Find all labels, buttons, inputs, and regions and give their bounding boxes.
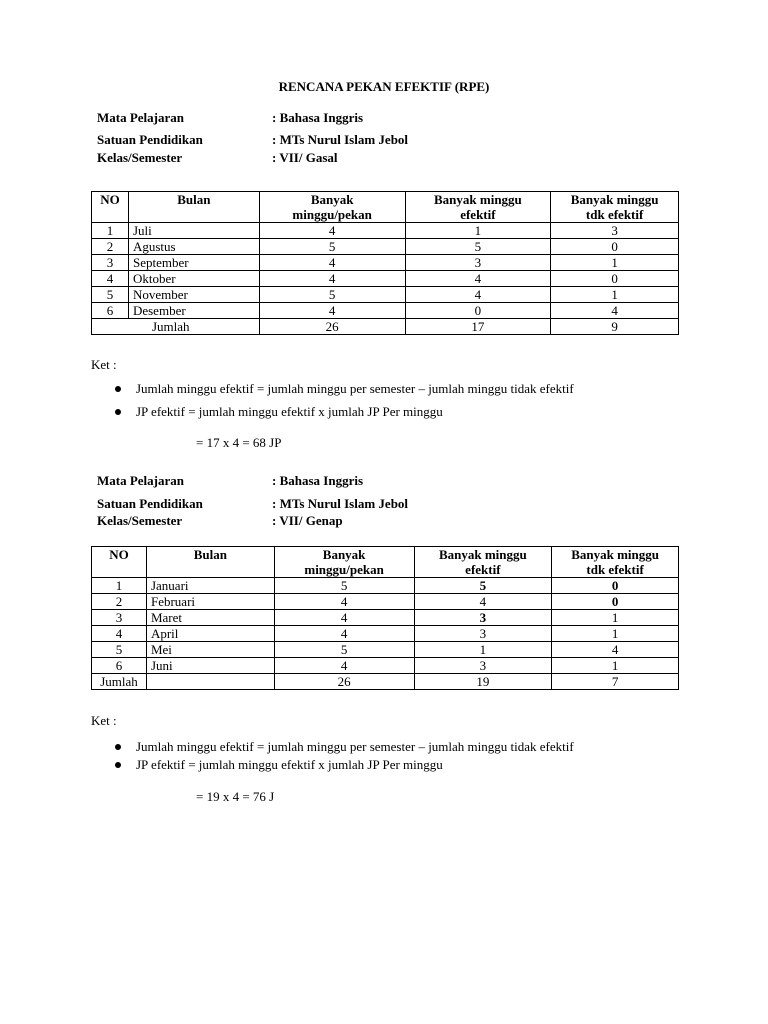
ket-bullet-2: JP efektif = jumlah minggu efektif x jumlah JP Per minggu	[136, 757, 443, 772]
mapel-value: : Bahasa Inggris	[272, 110, 364, 125]
bullet-icon	[115, 762, 121, 768]
cell-bulan: Mei	[146, 642, 274, 658]
table-row	[92, 594, 679, 610]
table-row	[92, 303, 679, 319]
cell-bulan: November	[128, 287, 259, 303]
cell-efektif: 4	[405, 271, 551, 287]
cell-bulan: Desember	[128, 303, 259, 319]
cell-bulan: Agustus	[128, 239, 259, 255]
mapel-value: : Bahasa Inggris	[272, 473, 364, 488]
cell-tdk-efektif: 1	[552, 658, 679, 674]
cell-tdk-efektif: 1	[552, 610, 679, 626]
cell-no: 4	[92, 271, 129, 287]
cell-no: 4	[92, 626, 147, 642]
cell-banyak: 5	[274, 578, 414, 594]
cell-efektif: 1	[414, 642, 552, 658]
total-tdk-efektif: 9	[551, 319, 679, 335]
cell-efektif: 5	[405, 239, 551, 255]
cell-tdk-efektif: 1	[551, 255, 679, 271]
table-row	[92, 287, 679, 303]
cell-efektif: 3	[414, 626, 552, 642]
cell-no: 6	[92, 303, 129, 319]
cell-bulan: Januari	[146, 578, 274, 594]
cell-tdk-efektif: 1	[551, 287, 679, 303]
cell-tdk-efektif: 4	[552, 642, 679, 658]
cell-banyak: 4	[259, 255, 405, 271]
cell-no: 2	[92, 239, 129, 255]
table-row	[92, 223, 679, 239]
table-total-row	[92, 674, 679, 690]
table-row	[92, 610, 679, 626]
table-row	[92, 642, 679, 658]
cell-bulan: Juni	[146, 658, 274, 674]
header-banyak: Banyak minggu/pekan	[274, 547, 414, 578]
header-tdk-efektif: Banyak minggu tdk efektif	[552, 547, 679, 578]
cell-banyak: 4	[274, 626, 414, 642]
cell-bulan: April	[146, 626, 274, 642]
cell-tdk-efektif: 0	[552, 578, 679, 594]
table-row	[92, 626, 679, 642]
header-efektif: Banyak minggu efektif	[414, 547, 552, 578]
header-tdk-efektif: Banyak minggu tdk efektif	[551, 192, 679, 223]
header-banyak: Banyak minggu/pekan	[259, 192, 405, 223]
cell-no: 3	[92, 255, 129, 271]
cell-tdk-efektif: 3	[551, 223, 679, 239]
header-efektif: Banyak minggu efektif	[405, 192, 551, 223]
ket-bullet-1: Jumlah minggu efektif = jumlah minggu per semester – jumlah minggu tidak efektif	[136, 739, 574, 754]
cell-tdk-efektif: 1	[552, 626, 679, 642]
mapel-label: Mata Pelajaran	[97, 473, 185, 488]
satuan-value: : MTs Nurul Islam Jebol	[272, 496, 409, 511]
table-header-row	[92, 192, 679, 223]
cell-efektif: 5	[414, 578, 552, 594]
total-efektif: 17	[405, 319, 551, 335]
header-no: NO	[92, 547, 147, 578]
header-bulan: Bulan	[146, 547, 274, 578]
cell-no: 3	[92, 610, 147, 626]
ket-label: Ket :	[91, 357, 117, 372]
bullet-icon	[115, 409, 121, 415]
cell-tdk-efektif: 4	[551, 303, 679, 319]
cell-banyak: 4	[274, 658, 414, 674]
cell-bulan: September	[128, 255, 259, 271]
kelas-value: : VII/ Genap	[272, 513, 343, 528]
rpe-table-gasal	[91, 191, 679, 335]
cell-banyak: 4	[274, 610, 414, 626]
cell-efektif: 3	[414, 658, 552, 674]
cell-efektif: 4	[414, 594, 552, 610]
rpe-table-genap	[91, 546, 679, 690]
cell-bulan: Maret	[146, 610, 274, 626]
ket-bullet-1: Jumlah minggu efektif = jumlah minggu per semester – jumlah minggu tidak efektif	[136, 381, 574, 396]
cell-banyak: 4	[259, 271, 405, 287]
ket-bullet-2: JP efektif = jumlah minggu efektif x jumlah JP Per minggu	[136, 404, 443, 419]
cell-banyak: 4	[259, 223, 405, 239]
cell-banyak: 5	[259, 287, 405, 303]
cell-no: 6	[92, 658, 147, 674]
table-row	[92, 578, 679, 594]
cell-tdk-efektif: 0	[551, 271, 679, 287]
bullet-icon	[115, 386, 121, 392]
header-bulan: Bulan	[128, 192, 259, 223]
mapel-label: Mata Pelajaran	[97, 110, 185, 125]
kelas-label: Kelas/Semester	[97, 150, 183, 165]
cell-no: 5	[92, 287, 129, 303]
total-tdk-efektif: 7	[552, 674, 679, 690]
cell-tdk-efektif: 0	[551, 239, 679, 255]
table-row	[92, 658, 679, 674]
kelas-label: Kelas/Semester	[97, 513, 183, 528]
total-bulan-empty	[146, 674, 274, 690]
total-label: Jumlah	[92, 319, 260, 335]
cell-banyak: 5	[259, 239, 405, 255]
cell-bulan: Februari	[146, 594, 274, 610]
cell-efektif: 3	[405, 255, 551, 271]
table-header-row	[92, 547, 679, 578]
cell-efektif: 1	[405, 223, 551, 239]
cell-bulan: Oktober	[128, 271, 259, 287]
jp-calculation: = 19 x 4 = 76 J	[196, 789, 275, 804]
jp-calculation: = 17 x 4 = 68 JP	[196, 435, 282, 450]
table-row	[92, 271, 679, 287]
cell-no: 2	[92, 594, 147, 610]
cell-bulan: Juli	[128, 223, 259, 239]
satuan-value: : MTs Nurul Islam Jebol	[272, 132, 409, 147]
satuan-label: Satuan Pendidikan	[97, 496, 203, 511]
cell-tdk-efektif: 0	[552, 594, 679, 610]
kelas-value: : VII/ Gasal	[272, 150, 338, 165]
cell-efektif: 0	[405, 303, 551, 319]
table-total-row	[92, 319, 679, 335]
total-banyak: 26	[274, 674, 414, 690]
total-efektif: 19	[414, 674, 552, 690]
cell-no: 1	[92, 223, 129, 239]
cell-banyak: 4	[274, 594, 414, 610]
satuan-label: Satuan Pendidikan	[97, 132, 203, 147]
cell-banyak: 4	[259, 303, 405, 319]
table-row	[92, 239, 679, 255]
total-banyak: 26	[259, 319, 405, 335]
table-row	[92, 255, 679, 271]
cell-efektif: 3	[414, 610, 552, 626]
cell-efektif: 4	[405, 287, 551, 303]
cell-banyak: 5	[274, 642, 414, 658]
cell-no: 5	[92, 642, 147, 658]
header-no: NO	[92, 192, 129, 223]
cell-no: 1	[92, 578, 147, 594]
bullet-icon	[115, 744, 121, 750]
total-label: Jumlah	[92, 674, 147, 690]
ket-label: Ket :	[91, 713, 117, 728]
document-title: RENCANA PEKAN EFEKTIF (RPE)	[278, 79, 490, 94]
